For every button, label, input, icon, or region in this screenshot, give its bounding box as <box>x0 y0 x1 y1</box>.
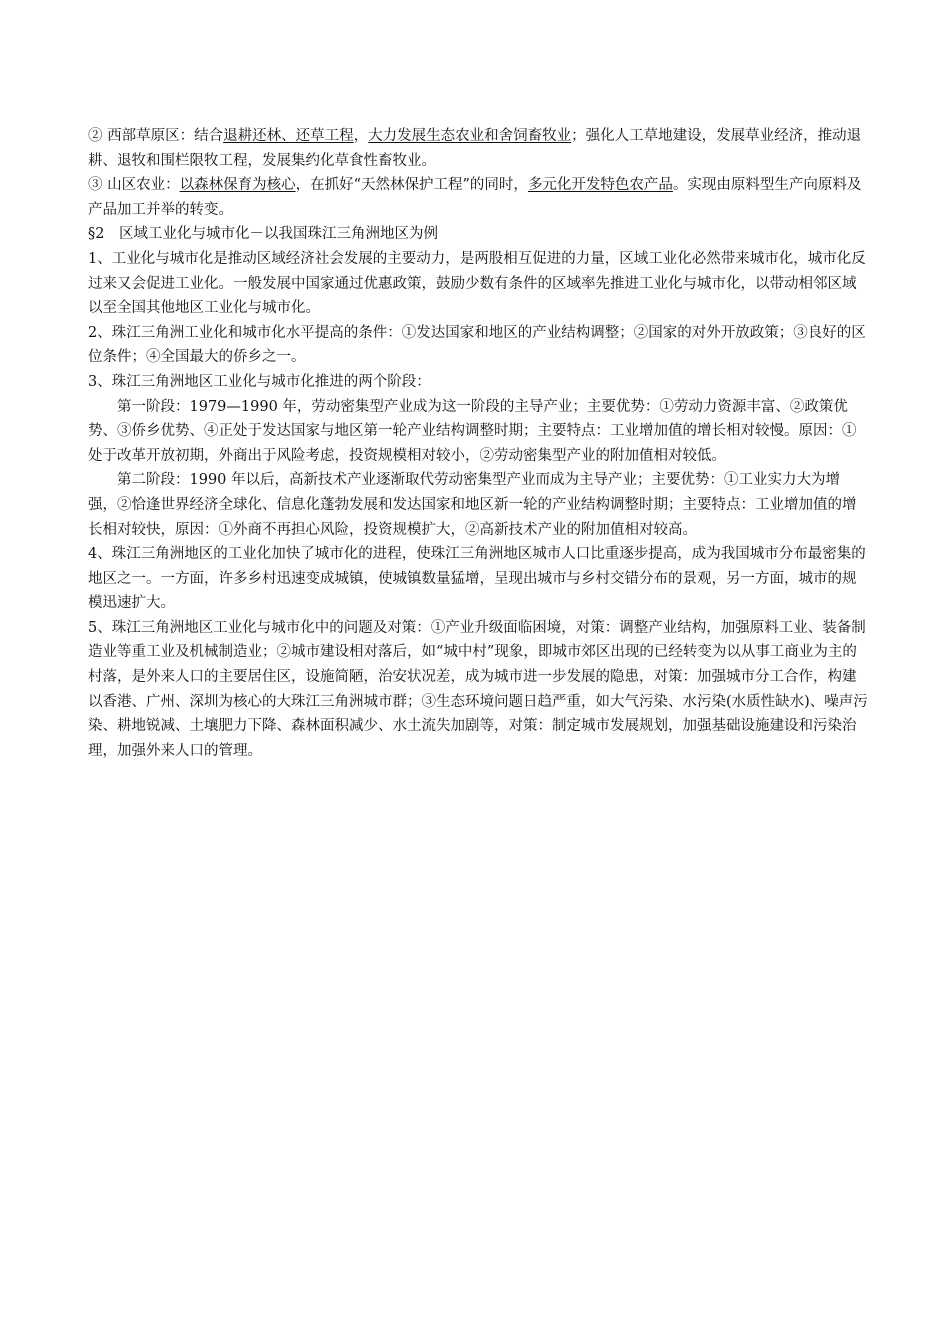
paragraph-3: 3、珠江三角洲地区工业化与城市化推进的两个阶段： <box>88 373 431 390</box>
underlined-text: 以森林保育为核心 <box>179 177 296 194</box>
underlined-text: 退耕还林、还草工程 <box>223 128 354 144</box>
section-title: §2 区域工业化与城市化－以我国珠江三角洲地区为例 <box>88 226 438 243</box>
document-page <box>88 124 868 763</box>
paragraph-grassland <box>88 124 868 173</box>
paragraph-stage-1: 第一阶段：1979—1990 年，劳动密集型产业成为这一阶段的主导产业；主要优势：①劳动力资源丰富、②政策优势、③侨乡优势、④正处于发达国家与地区第一轮产业结构调整时期；主要特点：工业增加值的增长相对较慢。原因：①处于改革开放初期，外商出于风险考虑，投资规模相对较小，②劳动密集型产业的附加值相对较低。 <box>88 398 857 464</box>
paragraph-4: 4、珠江三角洲地区的工业化加快了城市化的进程，使珠江三角洲地区城市人口比重逐步提高，成为我国城市分布最密集的地区之一。一方面，许多乡村迅速变成城镇，使城镇数量猛增，呈现出城市与乡村交错分布的景观，另一方面，城市的规模迅速扩大。 <box>88 546 866 612</box>
underlined-text: 多元化开发特色农产品 <box>527 177 673 194</box>
text-segment: ② 西部草原区：结合 <box>88 128 224 144</box>
text-segment: ；强化人工草地建设，发展草业经济，推动退耕、退牧和围栏限牧工程，发展集约化草食性畜牧业。 <box>88 128 862 169</box>
text-segment: 。实现由原料型生产向原料及产品加工并举的转变。 <box>88 177 862 218</box>
underlined-text: 大力发展生态农业和舍饲畜牧业 <box>368 128 572 144</box>
paragraph-mountain <box>88 173 868 222</box>
paragraph-2: 2、珠江三角洲工业化和城市化水平提高的条件：①发达国家和地区的产业结构调整；②国家的对外开放政策；③良好的区位条件；④全国最大的侨乡之一。 <box>88 324 866 366</box>
paragraph-5: 5、珠江三角洲地区工业化与城市化中的问题及对策：①产业升级面临困境，对策：调整产业结构，加强原料工业、装备制造业等重工业及机械制造业；②城市建设相对落后，如“城中村”现象，即城市郊区出现的已经转变为以从事工商业为主的村落，是外来人口的主要居住区，设施简陋，治安状况差，成为城市进一步发展的隐患，对策：加强城市分工合作，构建以香港、广州、深圳为核心的大珠江三角洲城市群；③生态环境问题日趋严重，如大气污染、水污染(水质性缺水)、噪声污染、耕地锐减、土壤肥力下降、森林面积减少、水土流失加剧等，对策：制定城市发展规划，加强基础设施建设和污染治理，加强外来人口的管理。 <box>88 619 868 759</box>
paragraph-1: 1、工业化与城市化是推动区域经济社会发展的主要动力，是两股相互促进的力量，区域工业化必然带来城市化，城市化反过来又会促进工业化。一般发展中国家通过优惠政策，鼓励少数有条件的区域率先推进工业化与城市化，以带动相邻区域以至全国其他地区工业化与城市化。 <box>88 250 866 317</box>
text-segment: ，在抓好“天然林保护工程”的同时， <box>295 177 528 194</box>
paragraph-stage-2: 第二阶段：1990 年以后，高新技术产业逐渐取代劳动密集型产业而成为主导产业；主要优势：①工业实力大为增强，②恰逢世界经济全球化、信息化蓬勃发展和发达国家和地区新一轮的产业结构调整时期；主要特点：工业增加值的增长相对较快，原因：①外商不再担心风险，投资规模扩大，②高新技术产业的附加值相对较高。 <box>88 472 857 538</box>
text-segment: ③ 山区农业： <box>88 177 180 194</box>
text-segment: ， <box>353 128 369 144</box>
